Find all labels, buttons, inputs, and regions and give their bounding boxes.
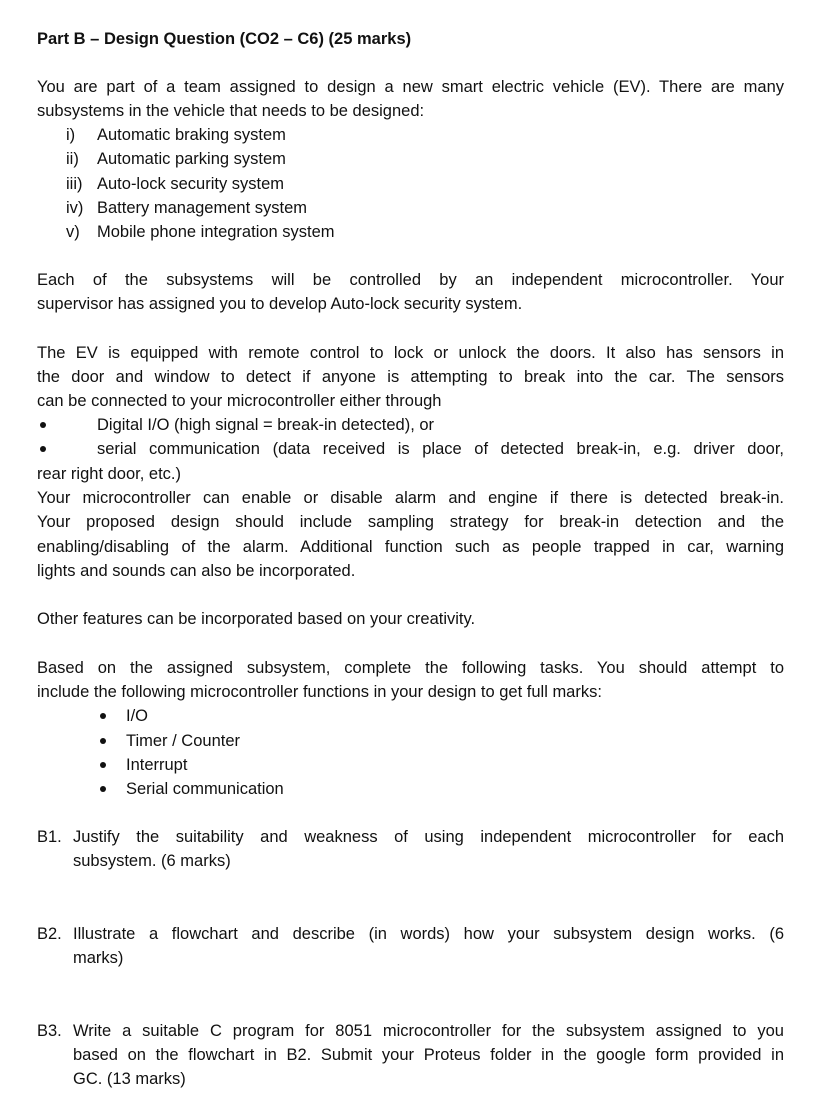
para5-line-1: Based on the assigned subsystem, complete the following tasks. You should attempt to — [37, 659, 784, 677]
question-number: B1. — [37, 828, 62, 846]
para4-line: Other features can be incorporated based on your creativity. — [37, 610, 476, 628]
list-item-number: iii) — [66, 175, 83, 193]
para3-line-1: The EV is equipped with remote control to lock or unlock the doors. It also has sensors in — [37, 344, 784, 362]
list-item-number: iv) — [66, 199, 84, 217]
connection-option: Digital I/O (high signal = break-in detected), or — [97, 416, 435, 434]
list-item-number: i) — [66, 126, 76, 144]
intro-line-1: You are part of a team assigned to design a new smart electric vehicle (EV). There are many — [37, 78, 784, 96]
para3-cont-line-4: enabling/disabling of the alarm. Additional function such as people trapped in car, warning — [37, 538, 784, 556]
question-text-line: marks) — [73, 949, 124, 967]
bullet-icon — [100, 762, 106, 768]
list-item: Mobile phone integration system — [97, 223, 335, 241]
bullet-icon — [100, 713, 106, 719]
para3-line-2: the door and window to detect if anyone is attempting to break into the car. The sensors — [37, 368, 784, 386]
para2-line-2: supervisor has assigned you to develop Auto-lock security system. — [37, 295, 523, 313]
para3-cont-line-3: Your proposed design should include sampling strategy for break-in detection and the — [37, 513, 784, 531]
bullet-icon — [40, 422, 46, 428]
question-text-line: Justify the suitability and weakness of using independent microcontroller for each — [73, 828, 784, 846]
question-text-line: based on the flowchart in B2. Submit your Proteus folder in the google form provided in — [73, 1046, 784, 1064]
bullet-icon — [100, 786, 106, 792]
para2-line-1: Each of the subsystems will be controlled by an independent microcontroller. Your — [37, 271, 784, 289]
list-item: Serial communication — [126, 780, 284, 798]
list-item-number: ii) — [66, 150, 79, 168]
list-item: Interrupt — [126, 756, 188, 774]
question-text-line: GC. (13 marks) — [73, 1070, 186, 1088]
list-item: Battery management system — [97, 199, 308, 217]
list-item: I/O — [126, 707, 149, 725]
intro-line-2: subsystems in the vehicle that needs to be designed: — [37, 102, 425, 120]
question-number: B3. — [37, 1022, 62, 1040]
para3-cont-line-2: Your microcontroller can enable or disable alarm and engine if there is detected break-in. — [37, 489, 784, 507]
question-text-line: Write a suitable C program for 8051 microcontroller for the subsystem assigned to you — [73, 1022, 784, 1040]
section-heading: Part B – Design Question (CO2 – C6) (25 marks) — [37, 30, 412, 48]
list-item-number: v) — [66, 223, 80, 241]
question-text-line: Illustrate a flowchart and describe (in words) how your subsystem design works. (6 — [73, 925, 784, 943]
question-number: B2. — [37, 925, 62, 943]
para3-cont-line-5: lights and sounds can also be incorporated. — [37, 562, 356, 580]
question-text-line: subsystem. (6 marks) — [73, 852, 231, 870]
para3-line-3: can be connected to your microcontroller either through — [37, 392, 442, 410]
para3-cont-line-1: rear right door, etc.) — [37, 465, 181, 483]
bullet-icon — [100, 738, 106, 744]
list-item: Auto-lock security system — [97, 175, 285, 193]
para5-line-2: include the following microcontroller functions in your design to get full marks: — [37, 683, 602, 701]
list-item: Automatic braking system — [97, 126, 286, 144]
connection-option: serial communication (data received is place of detected break-in, e.g. driver door, — [97, 440, 784, 458]
list-item: Automatic parking system — [97, 150, 286, 168]
list-item: Timer / Counter — [126, 732, 241, 750]
bullet-icon — [40, 446, 46, 452]
